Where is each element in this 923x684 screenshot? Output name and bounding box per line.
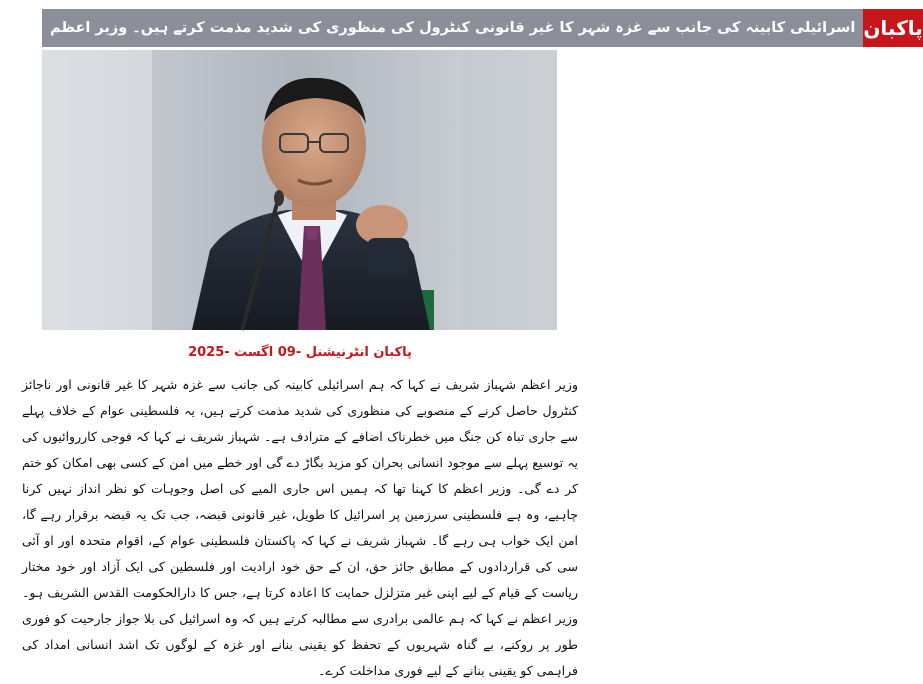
brand-logo: پاکبان [863,9,922,47]
headline-banner [42,9,923,47]
article-body: وزیر اعظم شہباز شریف نے کہا کہ ہم اسرائیلی کابینہ کی جانب سے غزہ شہر کا غیر قانونی اور ناجائز کنٹرول حاصل کرنے کے منصوبے کی منظوری کی شدید مذمت کرتے ہیں، یہ فلسطینی عوام کے خلاف پہلے سے جاری تباہ کن جنگ میں خطرناک اضافے کے مترادف ہے۔ شہباز شریف نے کہا کہ فوجی کارروائیوں کی یہ توسیع پہلے سے موجود انسانی بحران کو مزید بگاڑ دے گی اور خطے میں امن کے کسی بھی امکان کو ختم کر دے گی۔ وزیر اعظم کا کہنا تھا کہ ہمیں اس جاری المیے کی اصل وجوہات کو نظر انداز نہیں کرنا چاہیے، وہ ہے فلسطینی سرزمین پر اسرائیل کا طویل، غیر قانونی قبضہ، جب تک یہ قبضہ برقرار رہے گا، امن ایک خواب ہی رہے گا۔ شہباز شریف نے کہا کہ پاکستان فلسطینی عوام کے، اقوام متحدہ اور او آئی سی کی قراردادوں کے مطابق جائز حق، ان کے حق خود ارادیت اور فلسطین کی ایک آزاد اور خود مختار ریاست کے قیام کے لیے اپنی غیر متزلزل حمایت کا اعادہ کرتا ہے، جس کا دارالحکومت القدس الشریف ہو۔ وزیر اعظم نے کہا کہ ہم عالمی برادری سے مطالبہ کرتے ہیں کہ وہ اسرائیل کی بلا جواز جارحیت کو فوری طور پر روکنے، بے گناہ شہریوں کے تحفظ کو یقینی بنانے اور غزہ کے لوگوں تک اشد انسانی امداد کی فراہمی کو یقینی بنانے کے لیے فوری مداخلت کرے۔ [22,377,578,678]
dateline: پاکبان انٹرنیشنل -09 اگست -2025 [188,345,412,360]
headline-text: اسرائیلی کابینہ کی جانب سے غزہ شہر کا غیر قانونی کنٹرول کی منظوری کی شدید مذمت کرتے ہیں۔ وزیر اعظم [42,9,863,47]
news-photo [42,50,557,330]
